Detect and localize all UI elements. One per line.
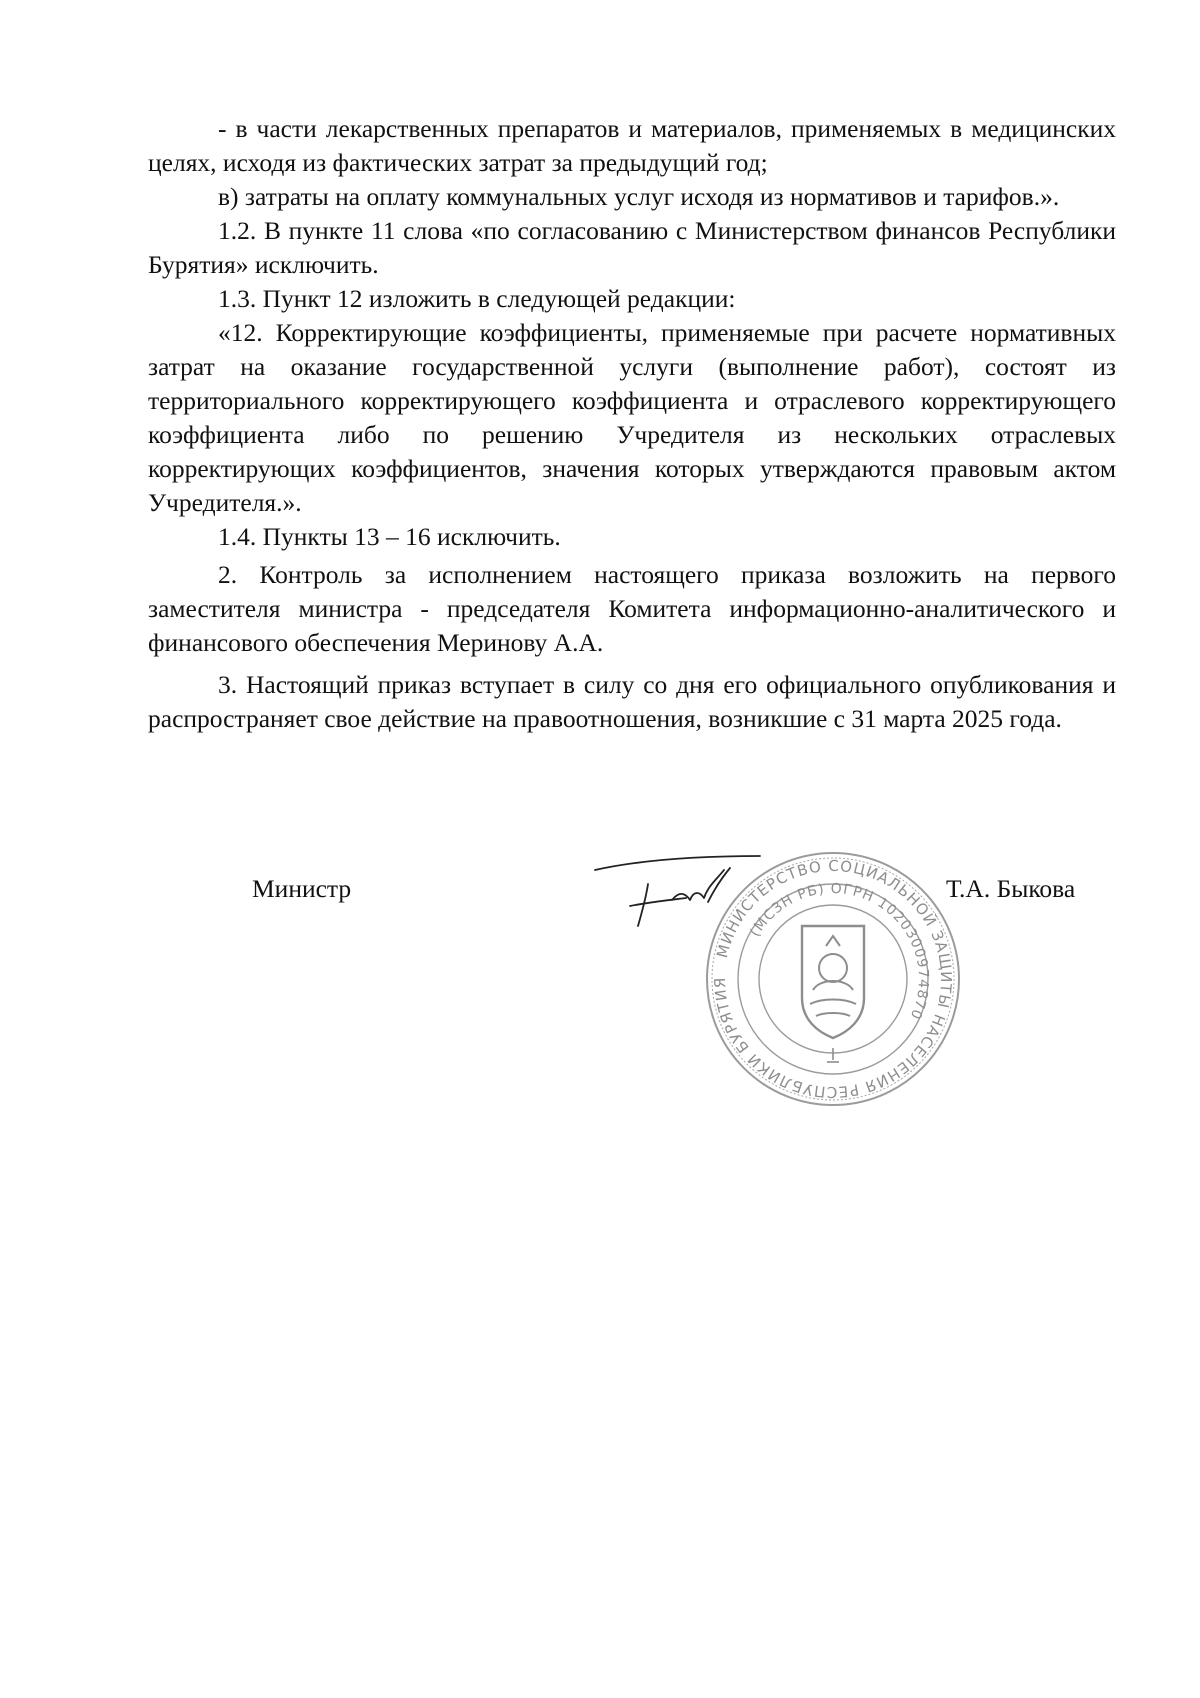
- seal-outer-text: МИНИСТЕРСТВО СОЦИАЛЬНОЙ ЗАЩИТЫ НАСЕЛЕНИЯ РЕСПУБЛИКИ БУРЯТИЯ: [710, 856, 956, 1102]
- seal-inner-text: (МСЗН РБ) ОГРН 1020300974870: [747, 880, 932, 1023]
- paragraph-2-control: 2. Контроль за исполнением настоящего приказа возложить на первого заместителя министра - председателя Комитета информационно-аналитического и финансового обеспечения Меринову А.А.: [148, 560, 1116, 657]
- paragraph-3-effective: 3. Настоящий приказ вступает в силу со дня его официального опубликования и распространяет свое действие на правоотношения, возникшие с 31 марта 2025 года.: [148, 670, 1116, 733]
- paragraph-1-2: 1.2. В пункте 11 слова «по согласованию с Министерством финансов Республики Бурятия» исключить.: [148, 216, 1116, 279]
- paragraph-medicines: - в части лекарственных препаратов и материалов, применяемых в медицинских целях, исходя из фактических затрат за предыдущий год;: [148, 114, 1116, 177]
- paragraph-12-text: «12. Корректирующие коэффициенты, применяемые при расчете нормативных затрат на оказание государственной услуги (выполнение работ), состоят из территориального корректирующего коэффициента и отраслевого корректирующего коэффициента либо по решению Учредителя из нескольких отраслевых корректирующих коэффициентов, значения которых утверждаются правовым актом Учредителя.».: [148, 318, 1116, 517]
- paragraph-1-4: 1.4. Пункты 13 – 16 исключить.: [218, 522, 561, 551]
- document-body: [148, 112, 1116, 736]
- paragraph-1-3: 1.3. Пункт 12 изложить в следующей редакции:: [218, 284, 736, 313]
- signatory-name: Т.А. Быкова: [946, 874, 1076, 903]
- signatory-title: Министр: [252, 874, 352, 903]
- official-seal: [702, 848, 964, 1110]
- coat-of-arms-icon: [802, 926, 864, 1062]
- paragraph-utilities: в) затраты на оплату коммунальных услуг исходя из нормативов и тарифов.».: [218, 182, 1060, 211]
